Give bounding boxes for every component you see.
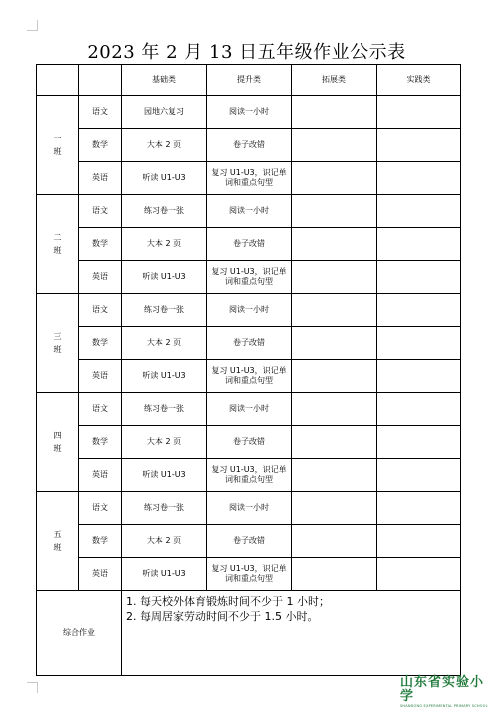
improve-cell: 阅读一小时 <box>207 492 292 525</box>
header-practice: 实践类 <box>377 65 461 96</box>
comprehensive-row <box>37 591 461 676</box>
practice-cell <box>377 393 461 426</box>
subject-cell: 数学 <box>79 426 122 459</box>
practice-cell <box>377 525 461 558</box>
homework-table <box>36 64 461 676</box>
basic-cell: 大本 2 页 <box>122 228 207 261</box>
table-row <box>37 294 461 327</box>
table-row <box>37 327 461 360</box>
header-row <box>37 65 461 96</box>
basic-cell: 大本 2 页 <box>122 426 207 459</box>
basic-cell: 练习卷一张 <box>122 393 207 426</box>
expand-cell <box>292 459 377 492</box>
table-row <box>37 96 461 129</box>
expand-cell <box>292 558 377 591</box>
homework-table-body <box>37 65 461 676</box>
practice-cell <box>377 360 461 393</box>
practice-cell <box>377 261 461 294</box>
practice-cell <box>377 426 461 459</box>
table-row <box>37 162 461 195</box>
basic-cell: 大本 2 页 <box>122 525 207 558</box>
table-row <box>37 558 461 591</box>
basic-cell: 听读 U1-U3 <box>122 459 207 492</box>
practice-cell <box>377 459 461 492</box>
expand-cell <box>292 393 377 426</box>
table-row <box>37 261 461 294</box>
practice-cell <box>377 162 461 195</box>
subject-cell: 语文 <box>79 393 122 426</box>
expand-cell <box>292 228 377 261</box>
subject-cell: 语文 <box>79 492 122 525</box>
improve-cell: 卷子改错 <box>207 525 292 558</box>
basic-cell: 听读 U1-U3 <box>122 261 207 294</box>
improve-cell: 复习 U1-U3，识记单词和重点句型 <box>207 558 292 591</box>
basic-cell: 大本 2 页 <box>122 327 207 360</box>
header-basic: 基础类 <box>122 65 207 96</box>
subject-cell: 英语 <box>79 261 122 294</box>
class-name-cell: 三 班 <box>37 294 79 393</box>
improve-cell: 卷子改错 <box>207 426 292 459</box>
subject-cell: 英语 <box>79 558 122 591</box>
subject-cell: 英语 <box>79 360 122 393</box>
page-corner-mark <box>27 682 38 693</box>
practice-cell <box>377 294 461 327</box>
basic-cell: 园地六复习 <box>122 96 207 129</box>
subject-cell: 数学 <box>79 228 122 261</box>
expand-cell <box>292 195 377 228</box>
table-row <box>37 393 461 426</box>
subject-cell: 英语 <box>79 459 122 492</box>
subject-cell: 语文 <box>79 195 122 228</box>
comprehensive-note-line: 1. 每天校外体育锻炼时间不少于 1 小时； <box>126 595 330 608</box>
improve-cell: 卷子改错 <box>207 327 292 360</box>
page-title: 2023 年 2 月 13 日五年级作业公示表 <box>87 42 406 63</box>
table-row <box>37 525 461 558</box>
improve-cell: 复习 U1-U3，识记单词和重点句型 <box>207 261 292 294</box>
comprehensive-note-line: 2. 每周居家劳动时间不少于 1.5 小时。 <box>126 610 319 623</box>
improve-cell: 阅读一小时 <box>207 294 292 327</box>
basic-cell: 练习卷一张 <box>122 294 207 327</box>
expand-cell <box>292 492 377 525</box>
class-name-cell: 二 班 <box>37 195 79 294</box>
practice-cell <box>377 558 461 591</box>
comprehensive-label: 综合作业 <box>37 591 122 676</box>
subject-cell: 数学 <box>79 327 122 360</box>
header-expand: 拓展类 <box>292 65 377 96</box>
table-row <box>37 360 461 393</box>
expand-cell <box>292 261 377 294</box>
header-improve: 提升类 <box>207 65 292 96</box>
improve-cell: 复习 U1-U3，识记单词和重点句型 <box>207 459 292 492</box>
expand-cell <box>292 525 377 558</box>
page-corner-mark <box>27 20 38 31</box>
table-row <box>37 195 461 228</box>
expand-cell <box>292 327 377 360</box>
practice-cell <box>377 96 461 129</box>
table-row <box>37 129 461 162</box>
comprehensive-notes <box>122 591 461 676</box>
subject-cell: 数学 <box>79 525 122 558</box>
improve-cell: 复习 U1-U3，识记单词和重点句型 <box>207 162 292 195</box>
practice-cell <box>377 129 461 162</box>
expand-cell <box>292 426 377 459</box>
practice-cell <box>377 492 461 525</box>
improve-cell: 卷子改错 <box>207 228 292 261</box>
expand-cell <box>292 162 377 195</box>
class-name-cell: 五 班 <box>37 492 79 591</box>
basic-cell: 练习卷一张 <box>122 492 207 525</box>
table-row <box>37 459 461 492</box>
expand-cell <box>292 360 377 393</box>
basic-cell: 听读 U1-U3 <box>122 558 207 591</box>
basic-cell: 听读 U1-U3 <box>122 162 207 195</box>
basic-cell: 练习卷一张 <box>122 195 207 228</box>
table-row <box>37 492 461 525</box>
school-logo-english: SHANDONG EXPERIMENTAL PRIMARY SCHOOL <box>400 704 488 708</box>
improve-cell: 复习 U1-U3，识记单词和重点句型 <box>207 360 292 393</box>
school-logo-name: 山东省实验小学 <box>400 675 485 704</box>
class-name-cell: 四 班 <box>37 393 79 492</box>
expand-cell <box>292 294 377 327</box>
table-row <box>37 426 461 459</box>
header-cell <box>37 65 79 96</box>
expand-cell <box>292 96 377 129</box>
basic-cell: 听读 U1-U3 <box>122 360 207 393</box>
school-logo <box>400 676 490 709</box>
improve-cell: 阅读一小时 <box>207 96 292 129</box>
table-row <box>37 228 461 261</box>
expand-cell <box>292 129 377 162</box>
subject-cell: 英语 <box>79 162 122 195</box>
practice-cell <box>377 327 461 360</box>
improve-cell: 阅读一小时 <box>207 195 292 228</box>
subject-cell: 语文 <box>79 294 122 327</box>
practice-cell <box>377 195 461 228</box>
header-cell <box>79 65 122 96</box>
improve-cell: 卷子改错 <box>207 129 292 162</box>
class-name-cell: 一 班 <box>37 96 79 195</box>
practice-cell <box>377 228 461 261</box>
basic-cell: 大本 2 页 <box>122 129 207 162</box>
improve-cell: 阅读一小时 <box>207 393 292 426</box>
subject-cell: 语文 <box>79 96 122 129</box>
subject-cell: 数学 <box>79 129 122 162</box>
